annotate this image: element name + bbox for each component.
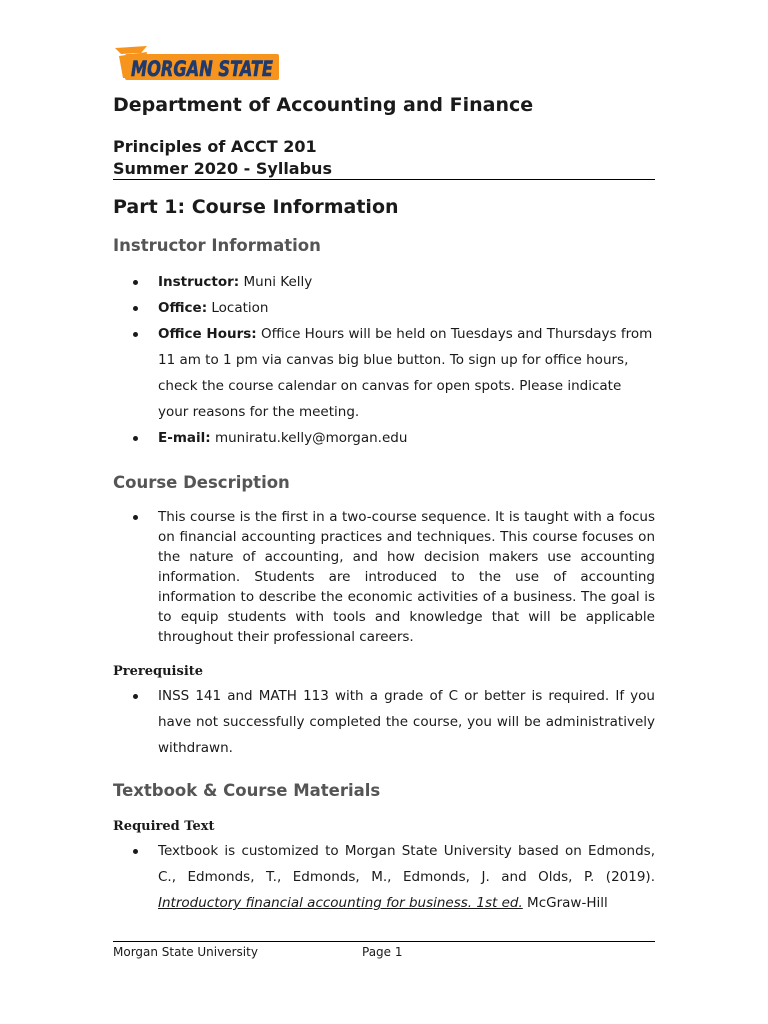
textbook-heading: Textbook & Course Materials [113, 781, 381, 800]
prerequisite-text: INSS 141 and MATH 113 with a grade of C or better is required. If you have not successfully completed the course, you will be administratively withdrawn. [158, 688, 655, 756]
list-item [113, 838, 655, 916]
required-text-heading: Required Text [113, 819, 215, 834]
bullet-icon [133, 849, 138, 854]
footer-divider [113, 941, 655, 942]
list-item [113, 507, 655, 647]
office-value: Location [211, 300, 269, 316]
description-text: This course is the first in a two-course sequence. It is taught with a focus on financial accounting practices and techniques. This course focuses on the nature of accounting, and how decision makers use accounting information. Students are introduced to the use of accounting information to describe the economic activities of a business. The goal is to equip students with tools and knowledge that will be applicable throughout their professional careers. [158, 509, 655, 645]
bullet-icon [133, 515, 138, 520]
bullet-icon [133, 436, 138, 441]
instructor-list [113, 269, 655, 451]
list-item [113, 269, 655, 295]
email-label: E-mail: [158, 430, 211, 446]
prerequisite-heading: Prerequisite [113, 664, 204, 679]
course-term: Summer 2020 - Syllabus [113, 159, 332, 178]
course-name: Principles of ACCT 201 [113, 137, 317, 156]
bullet-icon [133, 694, 138, 699]
textbook-title: Introductory financial accounting for business. 1st ed. [158, 895, 523, 911]
instructor-heading: Instructor Information [113, 236, 321, 255]
instructor-name: Muni Kelly [243, 274, 313, 290]
office-hours-value: Office Hours will be held on Tuesdays and Thursdays from 11 am to 1 pm via canvas big blue button. To sign up for office hours, check the course calendar on canvas for open spots. Please indicate your reasons for the meeting. [158, 326, 653, 420]
course-title [113, 136, 332, 180]
description-list [113, 507, 655, 647]
office-label: Office: [158, 300, 208, 316]
morgan-state-logo [113, 44, 279, 80]
department-title: Department of Accounting and Finance [113, 94, 534, 116]
bullet-icon [133, 280, 138, 285]
footer-institution: Morgan State University [113, 945, 258, 959]
bullet-icon [133, 332, 138, 337]
header-divider [113, 179, 655, 180]
email-link[interactable]: muniratu.kelly@morgan.edu [214, 430, 408, 446]
list-item [113, 683, 655, 761]
prerequisite-list [113, 683, 655, 761]
textbook-list [113, 838, 655, 916]
list-item [113, 321, 655, 425]
textbook-text: Textbook is customized to Morgan State University based on Edmonds, C., Edmonds, T., Edmonds, M., Edmonds, J. and Olds, P. (2019). [158, 843, 655, 885]
textbook-publisher: McGraw-Hill [522, 895, 608, 911]
list-item [113, 425, 655, 451]
instructor-label: Instructor: [158, 274, 240, 290]
office-hours-label: Office Hours: [158, 326, 257, 342]
list-item [113, 295, 655, 321]
course-description-heading: Course Description [113, 473, 290, 492]
part-title: Part 1: Course Information [113, 196, 399, 218]
bullet-icon [133, 306, 138, 311]
logo-wordmark: MORGAN STATE [131, 57, 274, 81]
page-number: Page 1 [362, 945, 403, 959]
